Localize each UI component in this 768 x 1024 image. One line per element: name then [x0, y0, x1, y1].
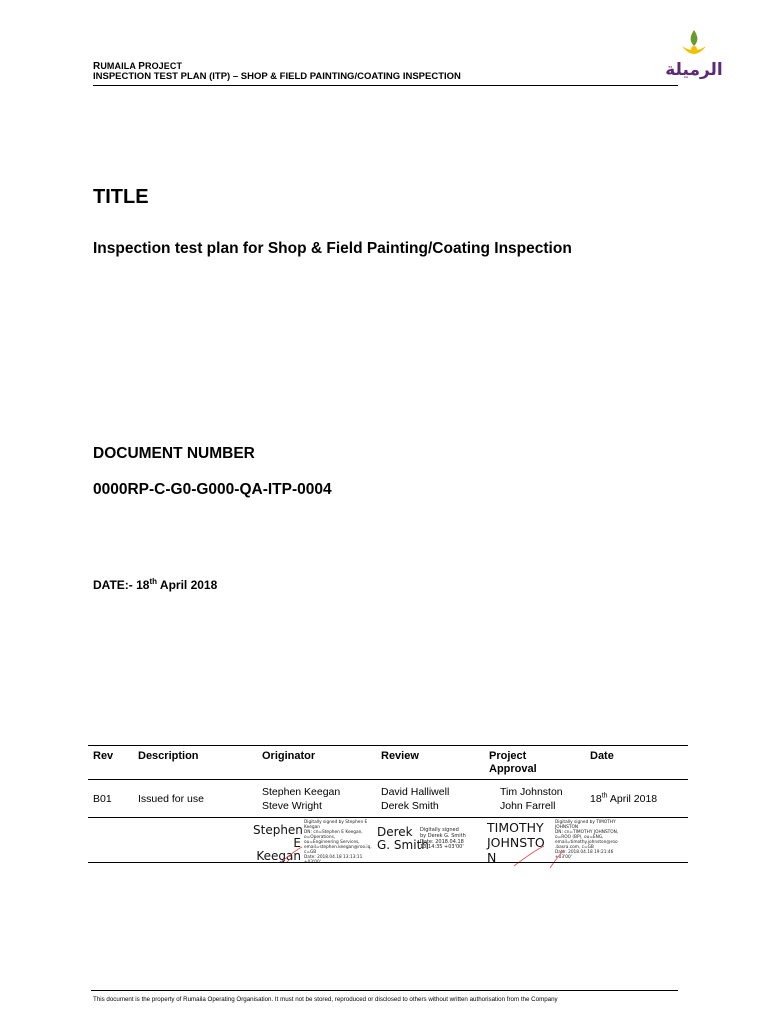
- header-description: Description: [138, 750, 199, 762]
- table-header-rule: [88, 779, 688, 780]
- header-rev: Rev: [93, 750, 114, 762]
- approval-signature-details: Digitally signed by TIMOTHY JOHNSTON DN: cn=TIMOTHY JOHNSTON, o=ROO (BP), ou=ENG, email=timothy.johnston@roo .basra.com, c=GB Date: 2018.04.18 19:21:46 +03'00': [555, 820, 619, 860]
- logo-text: الرميلة: [665, 60, 723, 80]
- header-date: Date: [590, 750, 614, 762]
- row-rev: B01: [93, 793, 112, 805]
- footer-disclaimer: This document is the property of Rumaila Operating Organisation. It must not be stored, reproduced or disclosed to others without written authorisation from the Company: [93, 996, 558, 1003]
- row-description: Issued for use: [138, 793, 204, 805]
- header-review: Review: [381, 750, 419, 762]
- row-originator: Stephen Keegan Steve Wright: [262, 786, 341, 812]
- approval-signature: TIMOTHY JOHNSTO N: [487, 820, 545, 865]
- header-originator: Originator: [262, 750, 316, 762]
- document-title: Inspection test plan for Shop & Field Painting/Coating Inspection: [93, 240, 572, 257]
- row-date: 18th April 2018: [590, 792, 658, 805]
- header-project-approval: Project Approval: [489, 750, 537, 775]
- rumaila-logo: [664, 28, 724, 83]
- document-number: 0000RP-C-G0-G000-QA-ITP-0004: [93, 481, 332, 498]
- review-signature: Derek G. Smith: [377, 825, 429, 852]
- originator-signature: Stephen E Keegan: [253, 823, 303, 863]
- document-date: DATE:- 18th April 2018: [93, 577, 218, 592]
- table-row-rule: [88, 817, 688, 818]
- table-top-rule: [88, 745, 688, 746]
- row-review: David Halliwell Derek Smith: [381, 786, 450, 812]
- project-name: RUMAILA PROJECT: [93, 61, 183, 72]
- review-signature-details: Digitally signed by Derek G. Smith Date: 2018.04.18 13:14:35 +03'00': [420, 827, 466, 851]
- row-approval: Tim Johnston John Farrell: [500, 786, 563, 812]
- table-bottom-rule: [88, 862, 688, 863]
- title-label: TITLE: [93, 186, 149, 208]
- document-number-label: DOCUMENT NUMBER: [93, 445, 255, 462]
- originator-signature-details: Digitally signed by Stephen E Keegan DN: cn=Stephen E Keegan, o=Operations, ou=Engineering Services, email=stephen.keegan@roo.iq, c=GB Date: 2018.04.18 13:13:11 +03'00': [304, 820, 372, 865]
- approval-signature-mark: [510, 840, 570, 870]
- footer-divider: [91, 990, 678, 991]
- document-header-title: INSPECTION TEST PLAN (ITP) – SHOP & FIELD PAINTING/COATING INSPECTION: [93, 71, 461, 82]
- header-divider: [93, 85, 678, 86]
